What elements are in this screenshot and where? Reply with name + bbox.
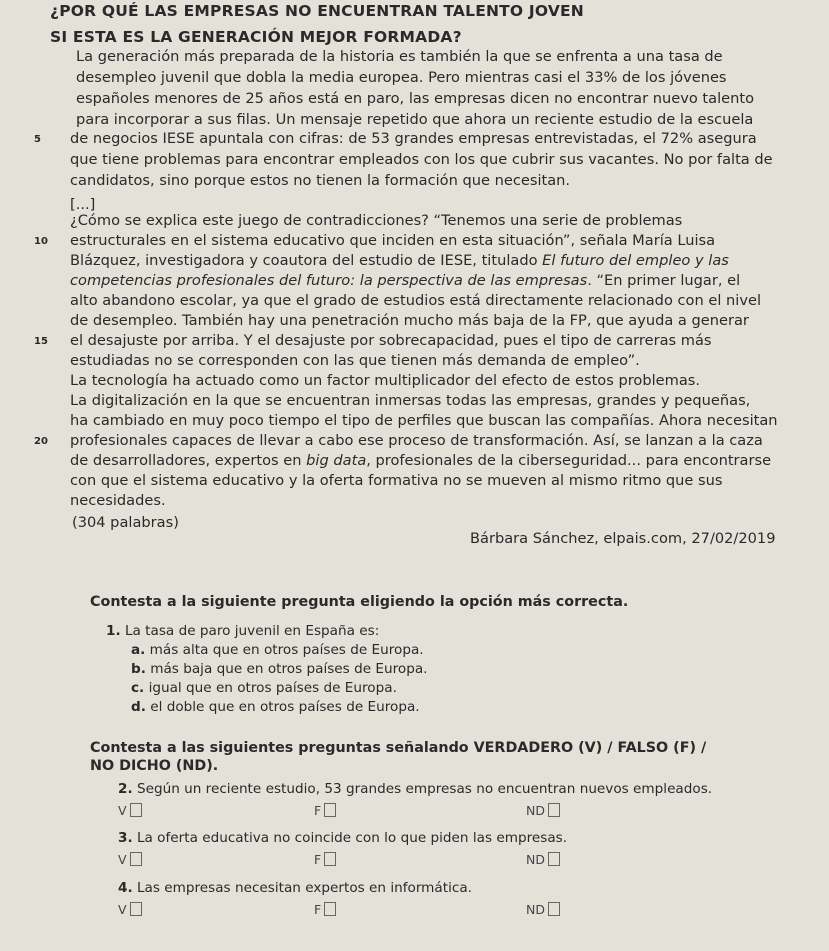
option-text: el doble que en otros países de Europa. bbox=[150, 699, 420, 715]
study-title-italic: competencias profesionales del futuro: la perspectiva de las empresas bbox=[70, 272, 588, 289]
article-line: con que el sistema educativo y la oferta formativa no se mueven al mismo ritmo que sus bbox=[70, 472, 723, 489]
article-line bbox=[70, 272, 740, 290]
checkbox[interactable] bbox=[548, 852, 560, 866]
article-line: desempleo juvenil que dobla la media europea. Pero mientras casi el 33% de los jóvenes bbox=[76, 69, 727, 86]
checkbox-label: V bbox=[118, 803, 127, 818]
option-a[interactable] bbox=[131, 642, 424, 658]
option-c[interactable] bbox=[131, 680, 397, 696]
checkbox-label: F bbox=[314, 852, 322, 867]
study-title-italic: El futuro del empleo y las bbox=[542, 252, 729, 269]
article-line-text: de desarrolladores, expertos en bbox=[70, 452, 307, 469]
question-4 bbox=[118, 880, 472, 896]
checkbox[interactable] bbox=[324, 902, 336, 916]
line-number: 20 bbox=[34, 436, 48, 447]
checkbox-v-q2[interactable] bbox=[118, 803, 142, 818]
article-line bbox=[70, 252, 729, 270]
option-letter: c. bbox=[131, 680, 145, 696]
checkbox-nd-q2[interactable] bbox=[526, 803, 560, 818]
checkbox-label: F bbox=[314, 803, 322, 818]
option-letter: b. bbox=[131, 661, 146, 677]
checkbox-nd-q4[interactable] bbox=[526, 902, 560, 917]
article-line bbox=[70, 452, 771, 470]
article-line-text: . “En primer lugar, el bbox=[587, 272, 741, 289]
article-title-line1: ¿POR QUÉ LAS EMPRESAS NO ENCUENTRAN TALENTO JOVEN bbox=[50, 2, 584, 20]
article-line: necesidades. bbox=[70, 492, 166, 509]
checkbox[interactable] bbox=[130, 902, 142, 916]
checkbox-v-q3[interactable] bbox=[118, 852, 142, 867]
checkbox[interactable] bbox=[130, 803, 142, 817]
checkbox[interactable] bbox=[324, 803, 336, 817]
article-line: ¿Cómo se explica este juego de contradicciones? “Tenemos una serie de problemas bbox=[70, 212, 683, 229]
checkbox[interactable] bbox=[548, 803, 560, 817]
article-line: el desajuste por arriba. Y el desajuste por sobrecapacidad, pues el tipo de carreras más bbox=[70, 332, 712, 349]
checkbox-label: ND bbox=[526, 902, 545, 917]
section2-heading-line1: Contesta a las siguientes preguntas señalando VERDADERO (V) / FALSO (F) / bbox=[90, 740, 707, 756]
question-text: Según un reciente estudio, 53 grandes empresas no encuentran nuevos empleados. bbox=[136, 781, 713, 797]
line-number: 15 bbox=[34, 336, 48, 347]
question-number: 2. bbox=[118, 781, 133, 797]
option-d[interactable] bbox=[131, 699, 420, 715]
checkbox-f-q4[interactable] bbox=[314, 902, 336, 917]
option-text: más alta que en otros países de Europa. bbox=[149, 642, 424, 658]
big-data-italic: big data bbox=[306, 452, 367, 469]
article-line: ha cambiado en muy poco tiempo el tipo de perfiles que buscan las compañías. Ahora necesitan bbox=[70, 412, 778, 429]
checkbox-f-q2[interactable] bbox=[314, 803, 336, 818]
article-line: de negocios IESE apuntala con cifras: de 53 grandes empresas entrevistadas, el 72% asegura bbox=[70, 130, 757, 147]
option-letter: a. bbox=[131, 642, 146, 658]
checkbox-label: ND bbox=[526, 852, 545, 867]
article-title-line2: SI ESTA ES LA GENERACIÓN MEJOR FORMADA? bbox=[50, 28, 462, 46]
checkbox[interactable] bbox=[130, 852, 142, 866]
checkbox-nd-q3[interactable] bbox=[526, 852, 560, 867]
question-2 bbox=[118, 781, 712, 797]
question-text: La oferta educativa no coincide con lo que piden las empresas. bbox=[136, 830, 568, 846]
question-number: 1. bbox=[106, 623, 121, 639]
article-line: profesionales capaces de llevar a cabo ese proceso de transformación. Así, se lanzan a la caza bbox=[70, 432, 763, 449]
article-line: españoles menores de 25 años está en paro, las empresas dicen no encontrar nuevo talento bbox=[76, 90, 754, 107]
article-line-text: , profesionales de la ciberseguridad... para encontrarse bbox=[366, 452, 772, 469]
line-number: 10 bbox=[34, 236, 48, 247]
checkbox-label: F bbox=[314, 902, 322, 917]
option-text: más baja que en otros países de Europa. bbox=[150, 661, 428, 677]
article-line: de desempleo. También hay una penetración mucho más baja de la FP, que ayuda a generar bbox=[70, 312, 749, 329]
option-b[interactable] bbox=[131, 661, 427, 677]
question-text: La tasa de paro juvenil en España es: bbox=[124, 623, 380, 639]
checkbox-label: V bbox=[118, 852, 127, 867]
checkbox-label: ND bbox=[526, 803, 545, 818]
article-source: Bárbara Sánchez, elpais.com, 27/02/2019 bbox=[470, 530, 776, 547]
article-line-text: Blázquez, investigadora y coautora del estudio de IESE, titulado bbox=[70, 252, 543, 269]
article-line: estructurales en el sistema educativo que inciden en esta situación”, señala María Luisa bbox=[70, 232, 716, 249]
line-number: 5 bbox=[34, 134, 41, 145]
article-line: estudiadas no se corresponden con las que tienen más demanda de empleo”. bbox=[70, 352, 640, 369]
article-line: para incorporar a sus filas. Un mensaje repetido que ahora un reciente estudio de la escuela bbox=[76, 111, 754, 128]
article-line: alto abandono escolar, ya que el grado de estudios está directamente relacionado con el nivel bbox=[70, 292, 761, 309]
question-3 bbox=[118, 830, 567, 846]
option-letter: d. bbox=[131, 699, 146, 715]
checkbox-f-q3[interactable] bbox=[314, 852, 336, 867]
checkbox-label: V bbox=[118, 902, 127, 917]
checkbox[interactable] bbox=[324, 852, 336, 866]
section2-heading-line2: NO DICHO (ND). bbox=[90, 758, 219, 774]
article-line: La tecnología ha actuado como un factor multiplicador del efecto de estos problemas. bbox=[70, 372, 701, 389]
article-line: que tiene problemas para encontrar empleados con los que cubrir sus vacantes. No por falta de bbox=[70, 151, 773, 168]
word-count: (304 palabras) bbox=[72, 514, 179, 531]
article-line: candidatos, sino porque estos no tienen la formación que necesitan. bbox=[70, 172, 571, 189]
checkbox[interactable] bbox=[548, 902, 560, 916]
article-line: La generación más preparada de la historia es también la que se enfrenta a una tasa de bbox=[76, 48, 723, 65]
option-text: igual que en otros países de Europa. bbox=[148, 680, 397, 696]
checkbox-v-q4[interactable] bbox=[118, 902, 142, 917]
section1-heading: Contesta a la siguiente pregunta eligiendo la opción más correcta. bbox=[90, 594, 629, 610]
question-text: Las empresas necesitan expertos en informática. bbox=[136, 880, 472, 896]
article-line: La digitalización en la que se encuentran inmersas todas las empresas, grandes y pequeñas, bbox=[70, 392, 751, 409]
article-line: [...] bbox=[70, 196, 96, 213]
question-number: 4. bbox=[118, 880, 133, 896]
question-number: 3. bbox=[118, 830, 133, 846]
question-1 bbox=[106, 623, 379, 639]
